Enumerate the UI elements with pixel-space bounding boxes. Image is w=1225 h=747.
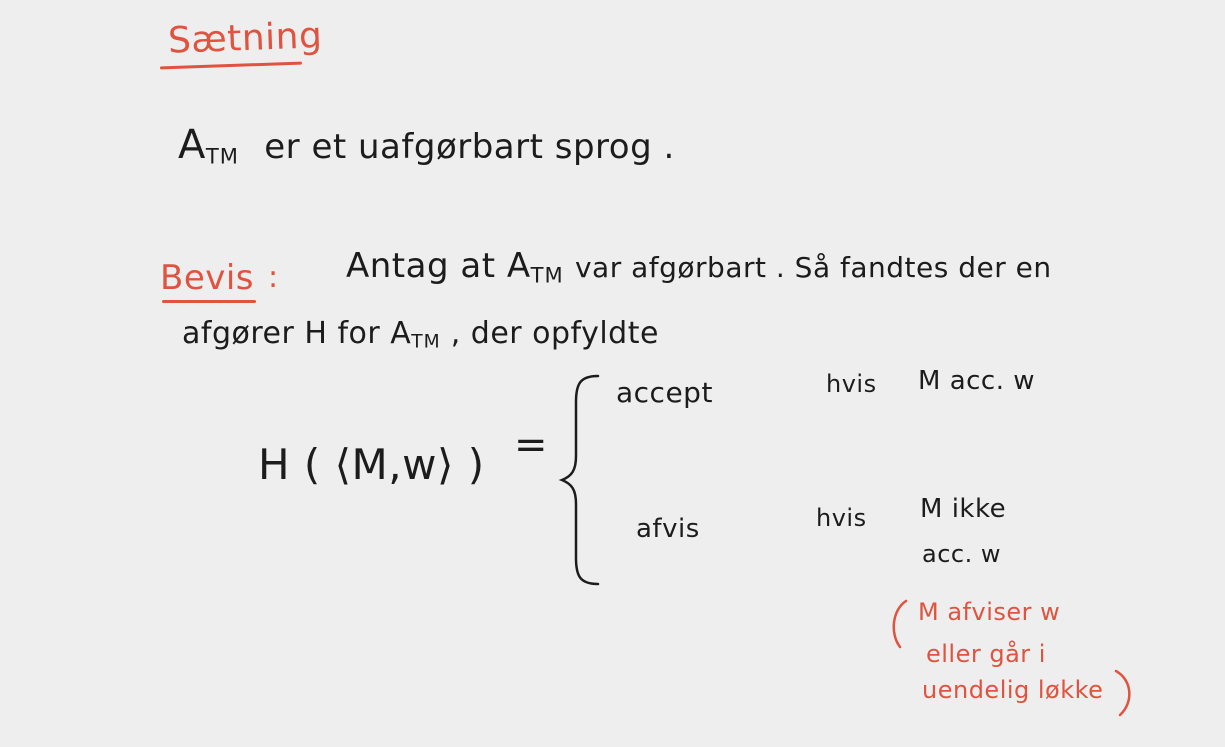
- heading-title: Sætning: [167, 15, 323, 62]
- theorem-subject: A: [178, 122, 206, 168]
- case-2-condition-word: hvis: [816, 504, 867, 532]
- proof-line-2-subscript: TM: [411, 331, 441, 353]
- proof-line-2-prefix: afgører H for A: [182, 316, 412, 351]
- case-1-condition: M acc. w: [918, 366, 1036, 396]
- note-line-1: M afviser w: [918, 598, 1061, 626]
- note-close-paren: [1110, 668, 1140, 718]
- proof-line-2-suffix: , der opfyldte: [450, 316, 659, 351]
- note-line-2: eller går i: [926, 640, 1046, 668]
- theorem-statement: [178, 122, 675, 168]
- proof-label: Bevis: [160, 258, 255, 298]
- heading-underline: [160, 62, 302, 70]
- case-2-condition-line-2: acc. w: [922, 540, 1001, 568]
- case-2-condition-line-1: M ikke: [920, 494, 1007, 524]
- case-1-condition-word: hvis: [826, 370, 877, 398]
- proof-line-1: [346, 246, 1052, 287]
- proof-line-2: [182, 316, 659, 353]
- curly-brace: [556, 372, 606, 588]
- note-line-3: uendelig løkke: [922, 676, 1104, 704]
- proof-line-1-suffix: var afgørbart . Så fandtes der en: [574, 251, 1052, 284]
- proof-line-1-prefix: Antag at A: [346, 246, 531, 286]
- case-1-result: accept: [616, 376, 713, 409]
- theorem-predicate: er et uafgørbart sprog .: [264, 127, 675, 167]
- theorem-subject-subscript: TM: [205, 143, 239, 169]
- proof-underline: [162, 300, 256, 303]
- case-2-result: afvis: [636, 514, 700, 544]
- proof-line-1-subscript: TM: [530, 262, 564, 288]
- note-open-paren: [884, 598, 912, 650]
- formula-equals: =: [514, 422, 549, 468]
- proof-colon: :: [268, 260, 279, 295]
- formula-lhs: H ( ⟨M,w⟩ ): [258, 440, 485, 489]
